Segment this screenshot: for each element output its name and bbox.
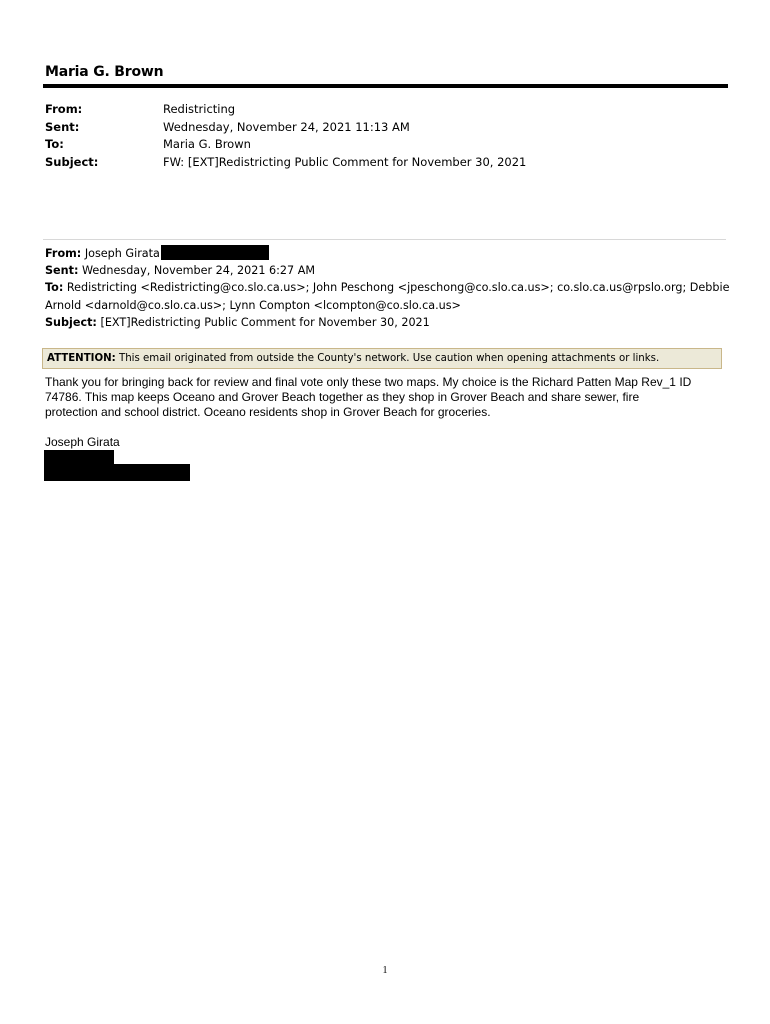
header-sent-row — [45, 120, 725, 138]
forwarded-sent-line — [45, 262, 730, 279]
page-number: 1 — [382, 965, 388, 976]
forwarded-subject-label: Subject: — [45, 315, 97, 329]
forwarded-to-value-line2: Arnold <darnold@co.slo.ca.us>; Lynn Compton <lcompton@co.slo.ca.us> — [45, 298, 461, 312]
header-subject-label: Subject: — [45, 154, 99, 169]
owner-divider — [43, 84, 728, 88]
header-from-label: From: — [45, 102, 83, 116]
header-to-label: To: — [45, 137, 64, 151]
forwarded-subject-line — [45, 314, 730, 331]
forwarded-from-line — [45, 245, 730, 262]
mailbox-owner-name: Maria G. Brown — [45, 64, 164, 80]
forwarded-from-label: From: — [45, 247, 82, 260]
forwarded-to-line-continued — [45, 297, 730, 314]
forwarded-to-label: To: — [45, 281, 64, 295]
body-line-1: Thank you for bringing back for review and final vote only these two maps. My choice is the Richard Patten Map Rev_1 ID — [45, 375, 692, 389]
header-to-value: Maria G. Brown — [163, 137, 251, 151]
attention-text: This email originated from outside the County's network. Use caution when opening attachments or links. — [118, 353, 660, 364]
header-subject-value: FW: [EXT]Redistricting Public Comment for November 30, 2021 — [163, 154, 527, 169]
header-to-row — [45, 137, 725, 155]
header-from-row — [45, 102, 725, 120]
redaction-box — [44, 464, 190, 481]
forwarded-header — [45, 245, 730, 331]
header-from-value: Redistricting — [163, 102, 236, 116]
redaction-box — [161, 245, 269, 260]
header-subject-row — [45, 155, 725, 173]
header-sent-value: Wednesday, November 24, 2021 11:13 AM — [163, 119, 410, 134]
signature-name: Joseph Girata — [45, 435, 120, 449]
attention-label: ATTENTION: — [47, 353, 116, 364]
email-header — [45, 102, 725, 172]
forwarded-from-value: Joseph Girata — [84, 247, 160, 260]
body-line-2: 74786. This map keeps Oceano and Grover Beach together as they shop in Grover Beach and share sewer, fire — [45, 390, 640, 405]
forwarded-sent-value: Wednesday, November 24, 2021 6:27 AM — [82, 264, 315, 278]
forwarded-subject-value: [EXT]Redistricting Public Comment for November 30, 2021 — [100, 315, 430, 329]
header-sent-label: Sent: — [45, 119, 80, 134]
forward-divider — [43, 239, 726, 240]
forwarded-sent-label: Sent: — [45, 264, 79, 278]
forwarded-to-value-line1: Redistricting <Redistricting@co.slo.ca.us>; John Peschong <jpeschong@co.slo.ca.us>; co.slo.ca.us@rpslo.org; Debbie — [66, 281, 730, 295]
external-email-warning-banner — [42, 348, 722, 369]
body-line-3: protection and school district. Oceano residents shop in Grover Beach for groceries. — [45, 405, 491, 420]
email-body — [45, 375, 730, 421]
forwarded-to-line — [45, 279, 730, 296]
